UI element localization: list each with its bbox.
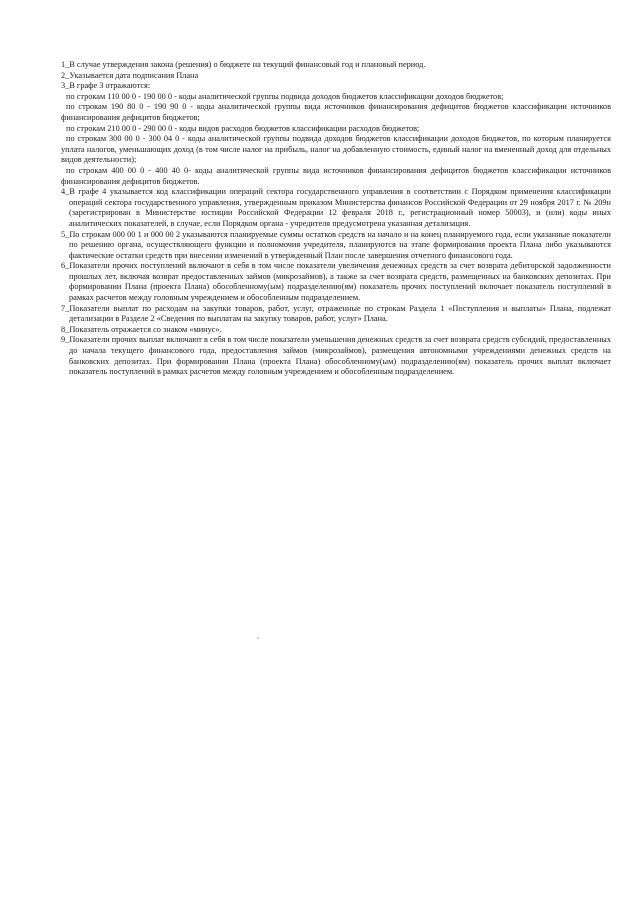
footnote-3 [61,81,611,92]
footnote-2 [61,71,611,82]
footnote-text: В графе 4 указывается код классификации операций сектора государственного управления в соответствии с Порядком применения классификации операций сектора государственного управления, утвержденным приказом Министерства финансов Российской Федерации от 29 ноября 2017 г. № 209н (зарегистрирован в Министерстве юстиции Российской Федерации 12 февраля 2018 г., регистрационный номер 50003), и (или) коды иных аналитических показателей, в случае, если Порядком органа - учредителя предусмотрена указанная детализация. [69,187,611,228]
footnote-number: 4 [61,187,66,197]
footnote-text: Показатели прочих поступлений включают в себя в том числе показатели увеличения денежных средств за счет возврата дебиторской задолженности прошлых лет, включая возврат предоставленных займов (микрозаймов), а также за счет возврата средств, размещенных на банковских депозитах. При формировании Плана (проекта Плана) обособленному(ым) подразделению(ям) показатель прочих поступлений включает показатель поступлений в рамках расчетов между головным учреждением и обособленным подразделением. [69,261,611,303]
footnote-6 [61,261,611,303]
footnotes-block [61,60,611,378]
footnote-3-item: по строкам 110 00 0 - 190 00 0 - коды аналитической группы подвида доходов бюджетов классификации доходов бюджетов; [66,91,504,101]
footnote-separator: _ [65,81,70,91]
footnote-number: 9 [61,335,66,345]
footnote-7 [61,304,611,325]
footnote-3-item: по строкам 210 00 0 - 290 00 0 - коды видов расходов бюджетов классификации расходов бюджетов; [66,123,420,133]
footnote-number: 5 [61,229,66,239]
footnote-8 [61,325,611,336]
footnote-text: По строкам 000 00 1 и 000 00 2 указываются планируемые суммы остатков средств на начало и на конец планируемого года, если указанные показатели по решению органа, осуществляющего функции и полномочия учредителя, планируются на этапе формирования проекта Плана либо указываются фактические остатки средств при внесении изменений в утвержденный План после завершения отчетного финансового года. [69,229,611,260]
footnote-text: Показатель отражается со знаком «минус». [69,324,222,334]
footnote-5 [61,230,611,262]
footnote-separator: _ [65,335,70,345]
footnote-number: 7 [61,303,66,313]
footnote-separator: _ [65,187,70,197]
footnote-number: 6 [61,261,66,271]
footnote-separator: _ [65,60,70,69]
scan-speck [257,637,259,639]
footnote-text: Показатели прочих выплат включают в себя в том числе показатели уменьшения денежных средств за счет возврата средств субсидий, предоставленных до начала текущего финансового года, предоставления займов (микрозаймов), размещения автономными учреждениями денежных средств на банковских депозитах. При формировании Плана (проекта Плана) обособленному(ым) подразделению(ям) показатель прочих выплат включает показатель поступлений в рамках расчетов между головным учреждением и обособленным подразделением. [69,335,611,377]
footnote-3-item: по строкам 400 00 0 - 400 40 0- коды аналитической группы вида источников финансирования дефицитов бюджетов классификации источников финансирования дефицитов бюджетов. [61,165,611,186]
footnote-number: 1 [61,60,66,69]
footnote-1 [61,60,611,71]
footnote-separator: _ [65,229,70,239]
footnote-separator: _ [65,324,70,334]
footnote-number: 8 [61,324,66,334]
footnote-separator: _ [65,261,70,271]
footnote-4 [61,187,611,229]
footnote-9 [61,335,611,377]
footnote-text: Указывается дата подписания Плана [69,70,199,80]
footnote-number: 2 [61,70,66,80]
footnote-text: Показатели выплат по расходам на закупки товаров, работ, услуг, отраженные по строкам Раздела 1 «Поступления и выплаты» Плана, подлежат детализации в Разделе 2 «Сведения по выплатам на закупку товаров, работ, услуг» Плана. [69,303,611,324]
footnote-3-item: по строкам 190 80 0 - 190 90 0 - коды аналитической группы вида источников финансирования дефицитов бюджетов классификации источников финансирования дефицитов бюджетов; [61,102,611,122]
footnote-3-item: по строкам 300 00 0 - 300 04 0 - коды аналитической группы подвида доходов бюджетов классификации доходов бюджетов, по которым планируется уплата налогов, уменьшающих доход (в том числе налог на прибыль, налог на добавленную стоимость, единый налог на вмененный доход для отдельных видов деятельности); [61,134,611,165]
footnote-number: 3 [61,81,66,91]
footnote-text: В случае утверждения закона (решения) о бюджете на текущий финансовый год и плановый период. [69,60,426,69]
footnote-separator: _ [65,303,70,313]
footnote-text: В графе 3 отражаются: [69,81,151,91]
footnote-separator: _ [65,70,70,80]
